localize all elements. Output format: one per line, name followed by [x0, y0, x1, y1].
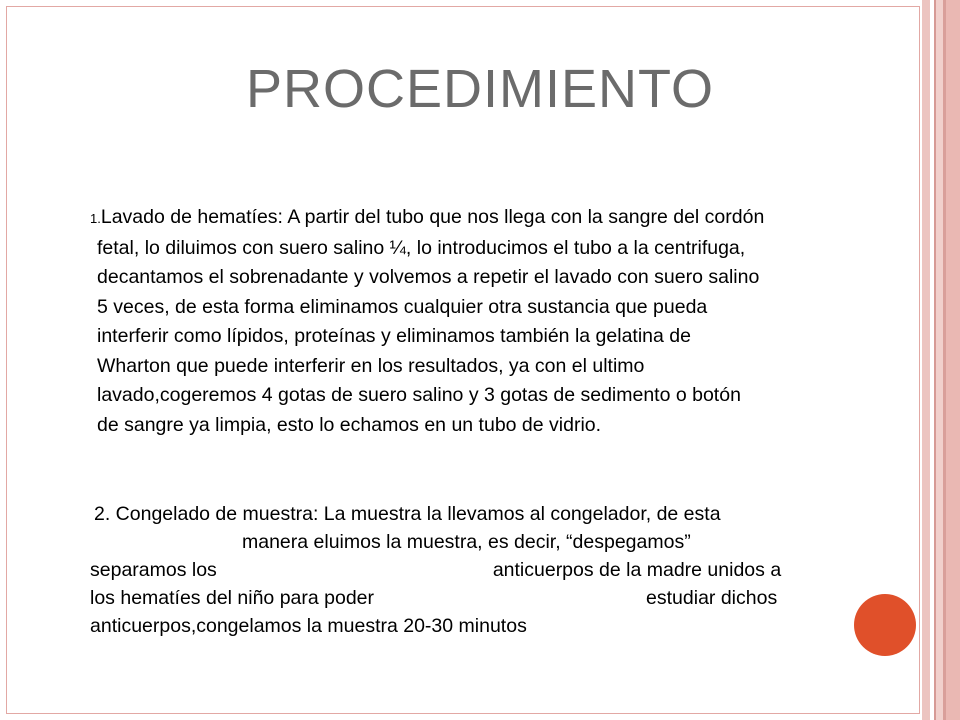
- step-1-line: interferir como lípidos, proteínas y eliminamos también la gelatina de: [97, 325, 691, 347]
- step-1-line: lavado,cogeremos 4 gotas de suero salino y 3 gotas de sedimento o botón: [97, 384, 741, 406]
- accent-circle: [854, 594, 916, 656]
- step-2-line: separamos los anticuerpos de la madre unidos a: [90, 559, 782, 581]
- step-1-line: 5 veces, de esta forma eliminamos cualquier otra sustancia que pueda: [97, 295, 708, 318]
- step-1-line: fetal, lo diluimos con suero salino ¼, lo introducimos el tubo a la centrifuga,: [97, 236, 746, 259]
- slide-title: PROCEDIMIENTO: [245, 59, 715, 119]
- step-2-paragraph: [90, 500, 910, 640]
- step-2-line: 2. Congelado de muestra: La muestra la llevamos al congelador, de esta: [94, 503, 721, 525]
- step-2-line: anticuerpos,congelamos la muestra 20-30 minutos: [90, 615, 527, 637]
- step-2-line: manera eluimos la muestra, es decir, “despegamos”: [242, 531, 691, 553]
- step-1-line: 1.Lavado de hematíes: A partir del tubo que nos llega con la sangre del cordón: [90, 206, 765, 228]
- step-1-number: 1.: [90, 211, 101, 226]
- step-1-line: de sangre ya limpia, esto lo echamos en un tubo de vidrio.: [97, 413, 602, 436]
- step-1-line: decantamos el sobrenadante y volvemos a repetir el lavado con suero salino: [97, 266, 760, 288]
- step-1-paragraph: [90, 203, 920, 440]
- step-1-line: Wharton que puede interferir en los resultados, ya con el ultimo: [97, 354, 645, 377]
- step-2-line: los hematíes del niño para poder estudiar dichos: [90, 587, 778, 609]
